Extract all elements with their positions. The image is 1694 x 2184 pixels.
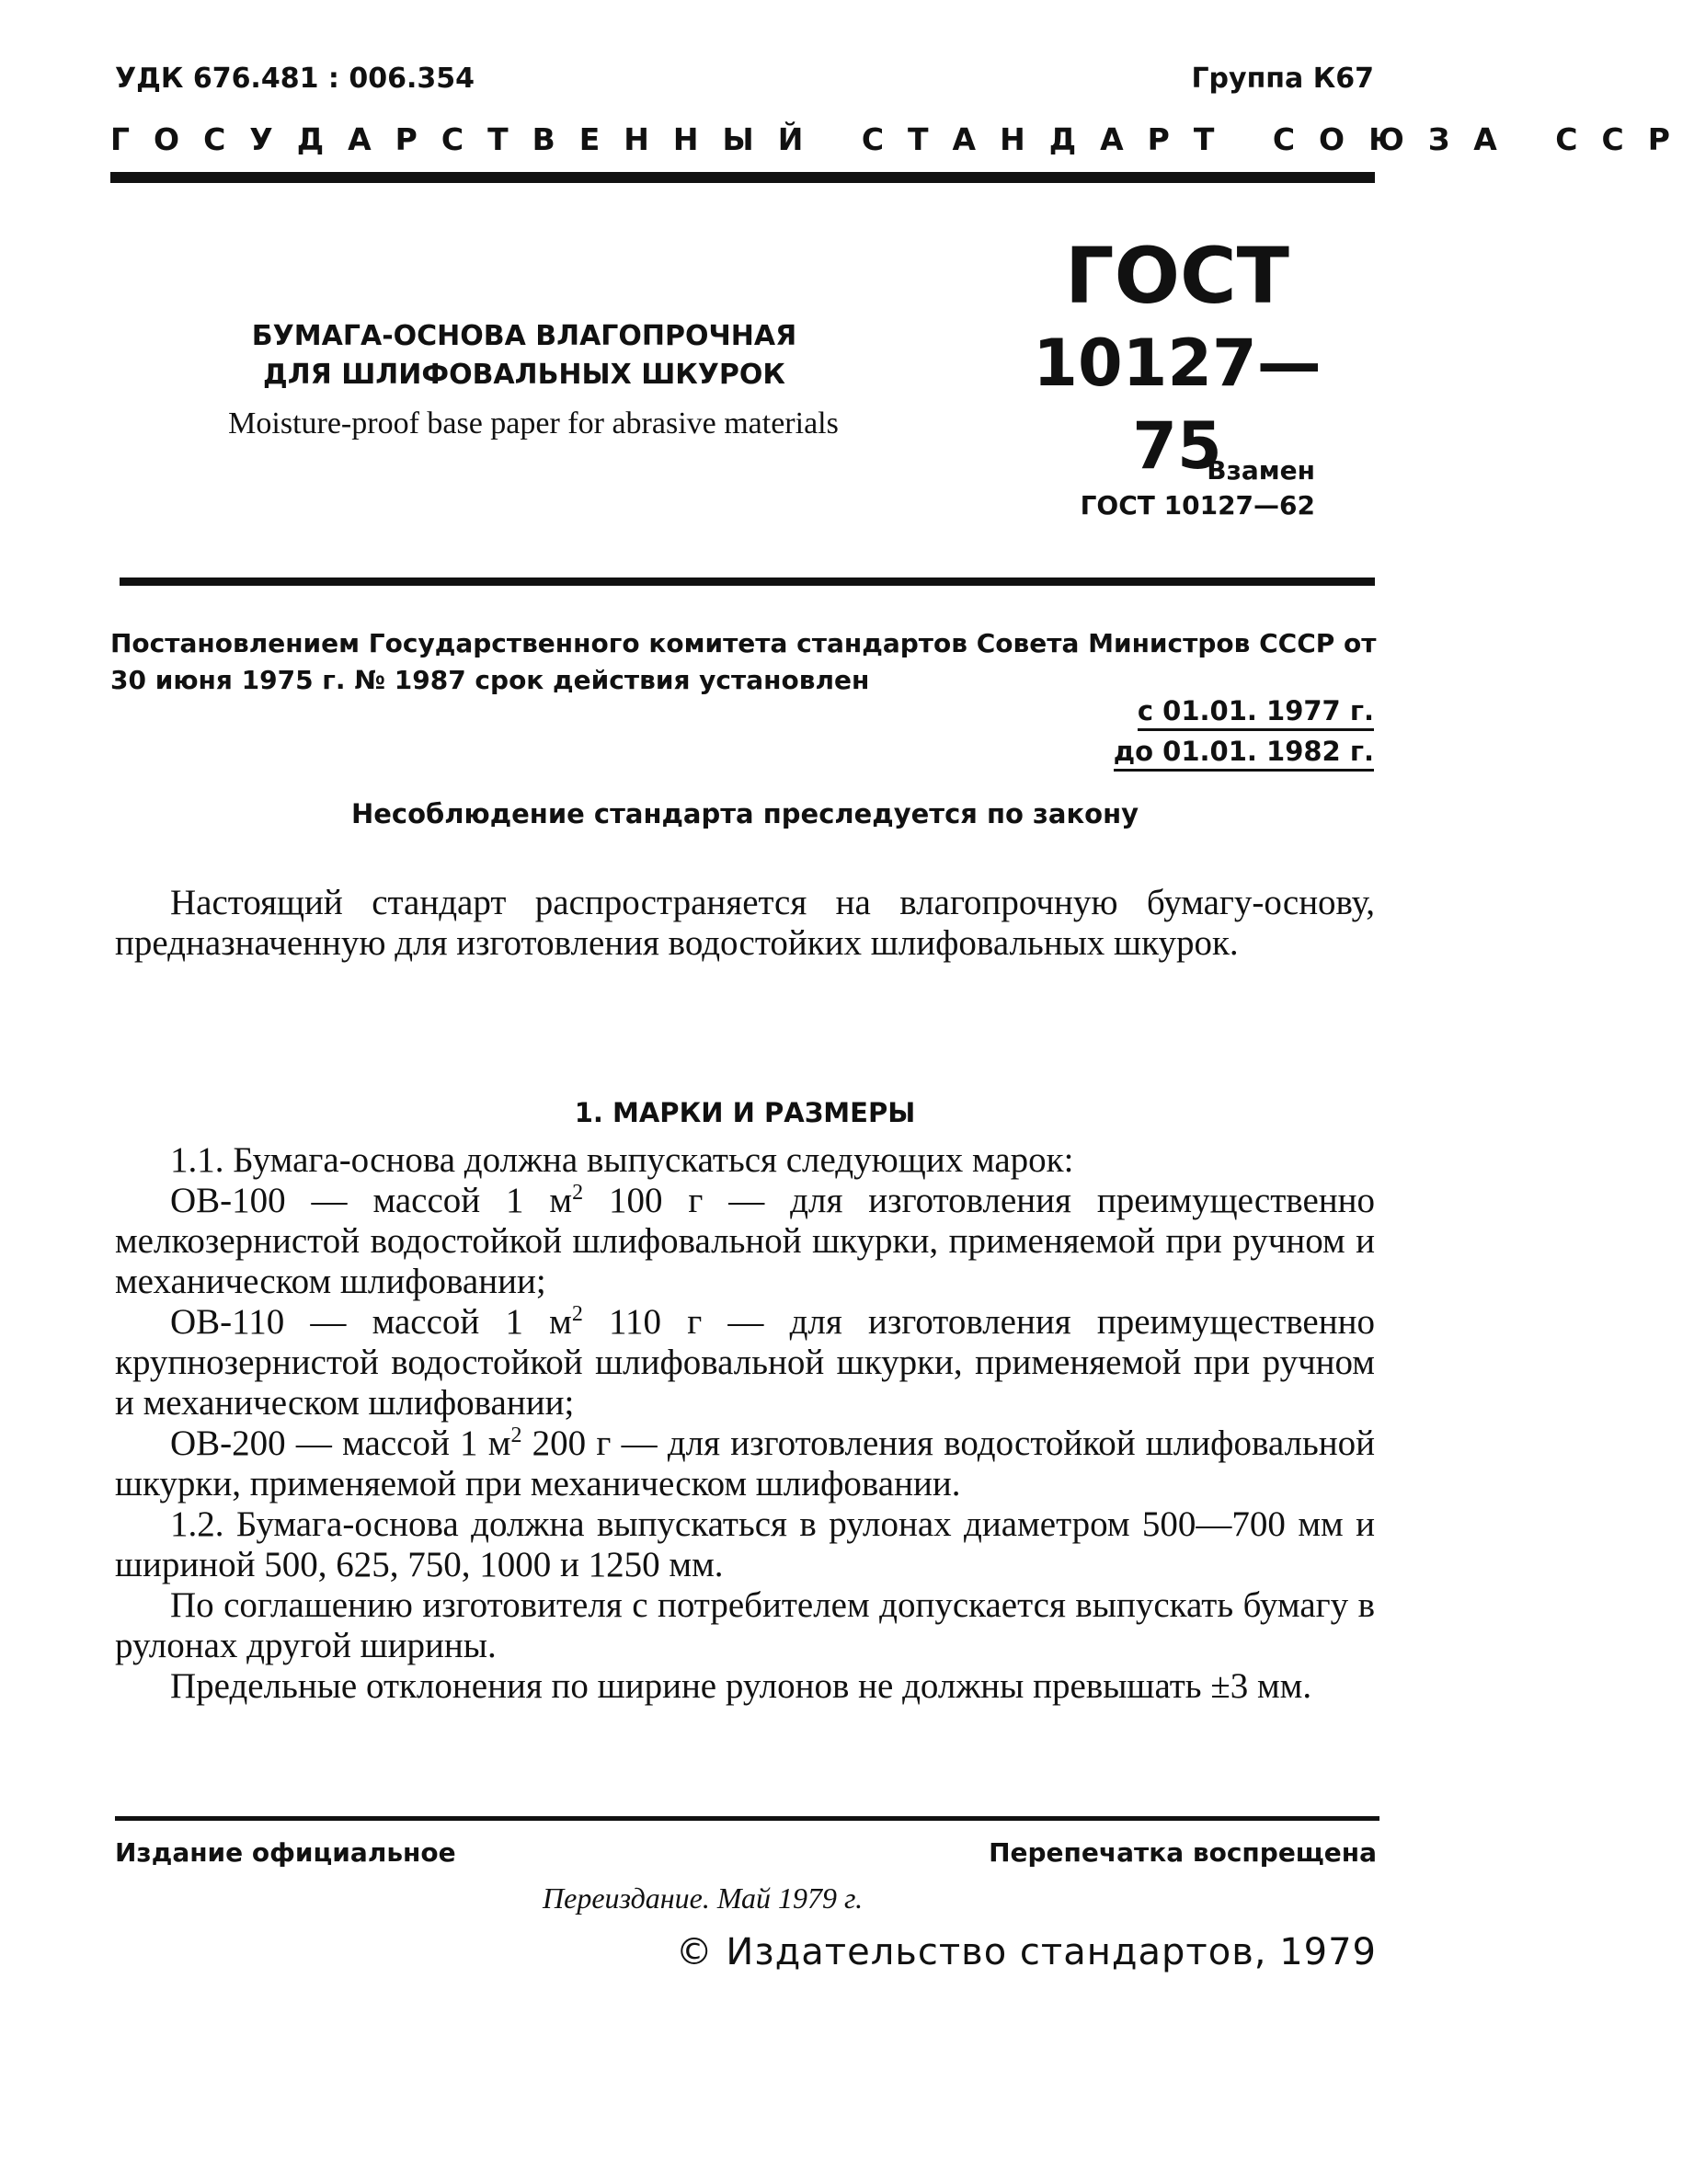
document-title-en: Moisture-proof base paper for abrasive materials: [228, 406, 839, 440]
state-standard-title: ГОСУДАРСТВЕННЫЙ СТАНДАРТ СОЮЗА ССР: [110, 121, 1694, 157]
replaces-value: ГОСТ 10127—62: [1080, 490, 1315, 520]
footer-rule: [115, 1816, 1379, 1821]
copyright-line: © Издательство стандартов, 1979: [675, 1931, 1377, 1973]
grade-ov200-lead: ОВ-200 — массой 1 м: [170, 1424, 511, 1463]
title-line-2: ДЛЯ ШЛИФОВАЛЬНЫХ ШКУРОК: [263, 359, 785, 391]
grade-ov100-lead: ОВ-100 — массой 1 м: [170, 1181, 573, 1220]
gost-number: 10127—75: [1033, 326, 1322, 484]
superscript-2: 2: [510, 1424, 522, 1447]
clause-1-2: 1.2. Бумага-основа должна выпускаться в рулонах диаметром 500—700 мм и шириной 500, 625, 750, 1000 и 1250 мм.: [115, 1504, 1375, 1584]
grade-ov200: [115, 1424, 1375, 1504]
clause-1-1: 1.1. Бумага-основа должна выпускаться следующих марок:: [170, 1140, 1074, 1180]
title-rule: [120, 577, 1375, 586]
section-1-body: [115, 1140, 1375, 1707]
intro-text: Настоящий стандарт распространяется на влагопрочную бумагу-основу, предназначенную для изготовления водостойких шлифовальных шкурок.: [115, 883, 1375, 963]
replaces-block: [1039, 453, 1352, 523]
decree-text: Постановлением Государственного комитета стандартов Совета Министров СССР от 30 июня 1975 г. № 1987 срок действия установлен: [110, 628, 1377, 695]
grade-ov100: [115, 1181, 1375, 1302]
grade-ov100-desc: 100 г — для изготовления преимущественно мелкозернистой водостойкой шлифовальной шкурки, применяемой при ручном и механическом шлифовании;: [115, 1181, 1376, 1301]
validity-from: с 01.01. 1977 г.: [1138, 695, 1374, 731]
grade-ov200-desc: 200 г — для изготовления водостойкой шлифовальной шкурки, применяемой при механическом шлифовании.: [115, 1424, 1375, 1504]
udk-code: УДК 676.481 : 006.354: [115, 63, 475, 95]
group-code: Группа К67: [1191, 63, 1374, 95]
title-line-1: БУМАГА-ОСНОВА ВЛАГОПРОЧНАЯ: [251, 320, 797, 352]
reprint-ban-label: Перепечатка воспрещена: [989, 1837, 1377, 1868]
reissue-note: Переиздание. Май 1979 г.: [543, 1881, 864, 1915]
validity-to: до 01.01. 1982 г.: [1114, 736, 1374, 772]
replaces-label: Взамен: [1207, 455, 1315, 486]
grade-ov110-lead: ОВ-110 — массой 1 м: [170, 1302, 572, 1342]
tolerance-paragraph: Предельные отклонения по ширине рулонов не должны превышать ±3 мм.: [170, 1666, 1312, 1706]
section-heading: 1. МАРКИ И РАЗМЕРЫ: [574, 1097, 916, 1128]
agreement-paragraph: По соглашению изготовителя с потребителем допускается выпускать бумагу в рулонах другой ширины.: [115, 1585, 1375, 1665]
header-rule: [110, 172, 1375, 183]
grade-ov110-desc: 110 г — для изготовления преимущественно крупнозернистой водостойкой шлифовальной шкурки, применяемой при ручном и механическом шлифовании;: [115, 1302, 1375, 1423]
gost-label: ГОСТ: [1065, 231, 1289, 321]
superscript-2: 2: [571, 1302, 583, 1326]
grade-ov110: [115, 1302, 1375, 1424]
law-warning: Несоблюдение стандарта преследуется по закону: [350, 798, 1139, 829]
intro-paragraph: [115, 883, 1375, 964]
edition-label: Издание официальное: [115, 1837, 456, 1868]
superscript-2: 2: [572, 1181, 584, 1205]
document-title-ru: [202, 317, 846, 394]
